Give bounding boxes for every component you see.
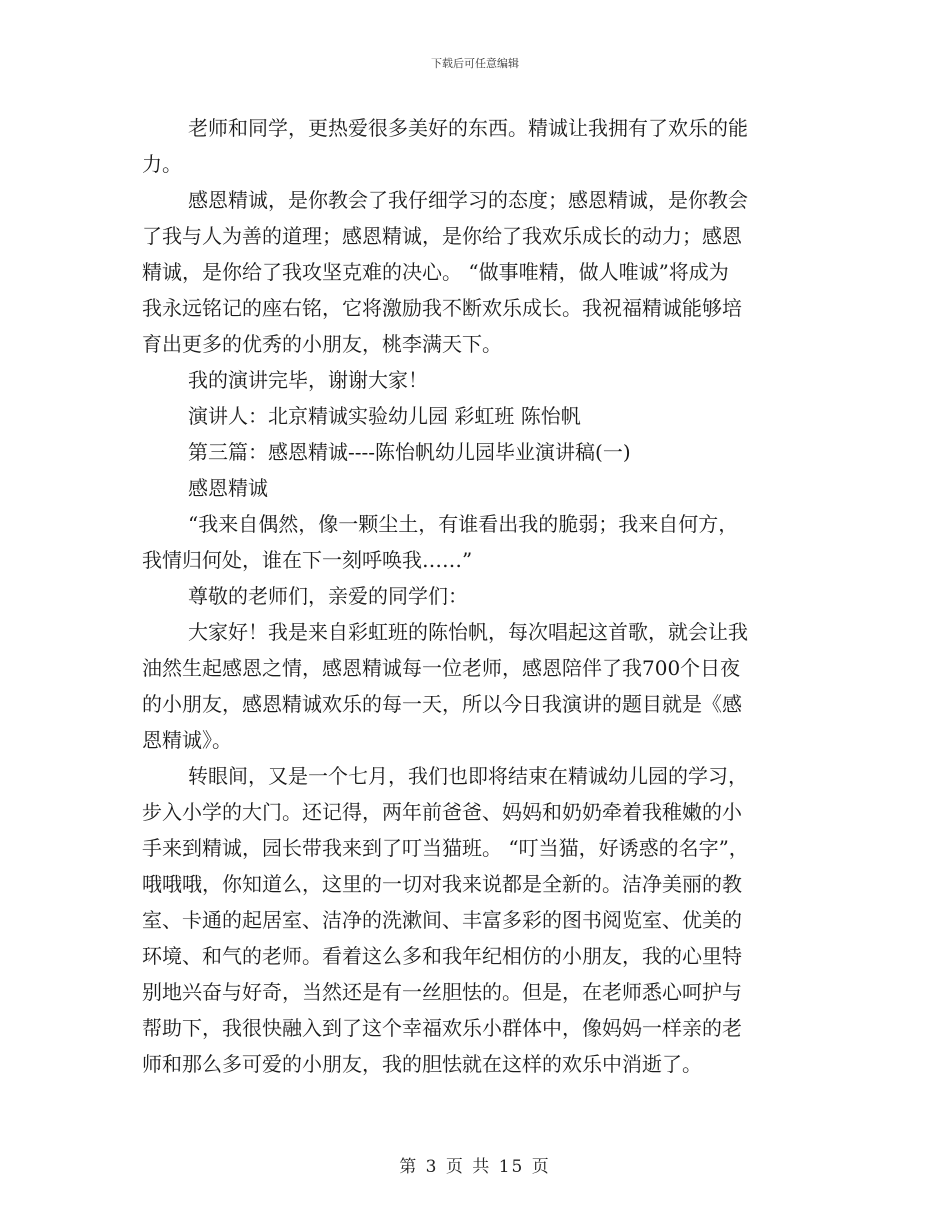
text-line: 我情归何处，谁在下一刻呼唤我……”: [142, 548, 473, 572]
text-line: 转眼间，又是一个七月，我们也即将结束在精诚幼儿园的学习，: [188, 764, 748, 788]
text-line: 恩精诚》。: [142, 728, 232, 752]
text-line: 感恩精诚: [188, 476, 268, 500]
text-line: 环境、和气的老师。看着这么多和我年纪相仿的小朋友，我的心里特: [142, 944, 742, 968]
text-line: 帮助下，我很快融入到了这个幸福欢乐小群体中，像妈妈一样亲的老: [142, 1016, 742, 1040]
text-line: 感恩精诚，是你教会了我仔细学习的态度；感恩精诚，是你教会: [188, 188, 748, 212]
text-line: 我永远铭记的座右铭，它将激励我不断欢乐成长。我祝福精诚能够培: [142, 296, 742, 320]
text-line: 演讲人：北京精诚实验幼儿园 彩虹班 陈怡帆: [188, 404, 581, 428]
text-line: 育出更多的优秀的小朋友，桃李满天下。: [142, 332, 502, 356]
text-line: 力。: [142, 152, 182, 176]
text-line: 尊敬的老师们，亲爱的同学们：: [188, 584, 468, 608]
text-line: 哦哦哦，你知道么，这里的一切对我来说都是全新的。洁净美丽的教: [142, 872, 742, 896]
text-line: 精诚，是你给了我攻坚克难的决心。 “做事唯精，做人唯诚”将成为: [142, 260, 729, 284]
text-line: 的小朋友，感恩精诚欢乐的每一天，所以今日我演讲的题目就是《感: [142, 692, 742, 716]
page-header: 下载后可任意编辑: [431, 57, 519, 70]
text-line: 师和那么多可爱的小朋友，我的胆怯就在这样的欢乐中消逝了。: [142, 1052, 702, 1076]
text-line: 油然生起感恩之情，感恩精诚每一位老师，感恩陪伴了我700个日夜: [142, 656, 741, 680]
text-line: 了我与人为善的道理；感恩精诚，是你给了我欢乐成长的动力；感恩: [142, 224, 742, 248]
text-line: 第三篇：感恩精诚----陈怡帆幼儿园毕业演讲稿(一): [188, 440, 631, 464]
text-line: 步入小学的大门。还记得，两年前爸爸、妈妈和奶奶牵着我稚嫩的小: [142, 800, 742, 824]
text-line: 室、卡通的起居室、洁净的洗漱间、丰富多彩的图书阅览室、优美的: [142, 908, 742, 932]
text-line: 我的演讲完毕，谢谢大家！: [188, 368, 428, 392]
text-line: 大家好！我是来自彩虹班的陈怡帆，每次唱起这首歌，就会让我: [188, 620, 748, 644]
text-line: 手来到精诚，园长带我来到了叮当猫班。 “叮当猫，好诱惑的名字”，: [142, 836, 749, 860]
text-line: 老师和同学，更热爱很多美好的东西。精诚让我拥有了欢乐的能: [188, 116, 748, 140]
text-line: “我来自偶然，像一颗尘土，有谁看出我的脆弱；我来自何方，: [188, 512, 739, 536]
document-body: [142, 110, 812, 1082]
text-line: 别地兴奋与好奇，当然还是有一丝胆怯的。但是，在老师悉心呵护与: [142, 980, 742, 1004]
page-footer: 第 3 页 共 15 页: [399, 1157, 551, 1177]
